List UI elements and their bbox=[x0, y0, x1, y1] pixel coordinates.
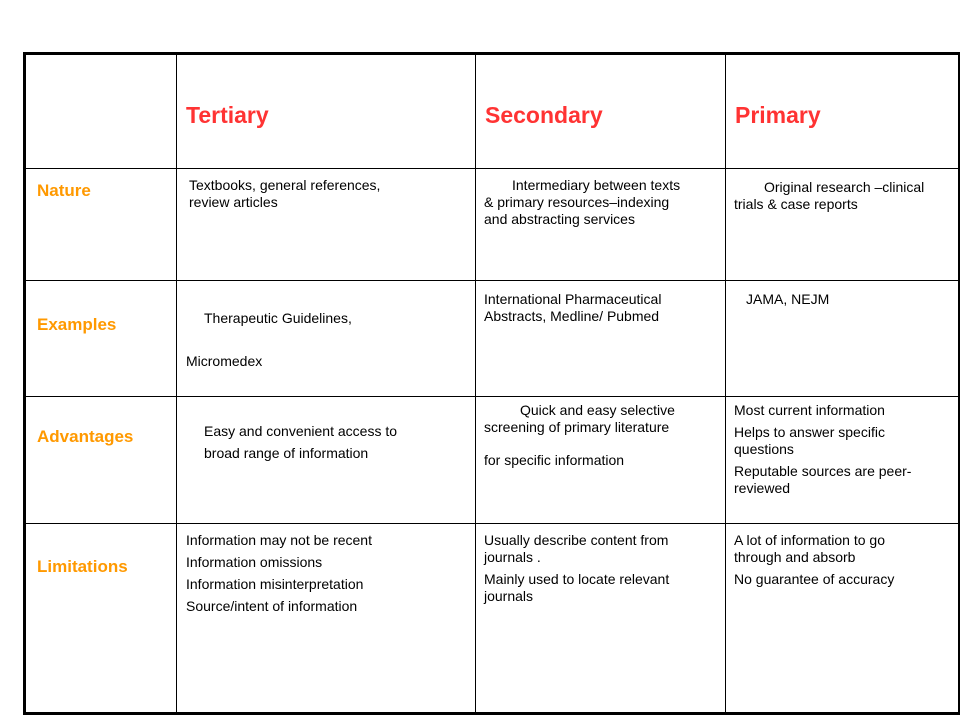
header-row bbox=[25, 54, 960, 169]
cell-line: for specific information bbox=[484, 452, 625, 468]
column-header-tertiary: Tertiary bbox=[177, 54, 476, 169]
cell-line: Original research –clinical bbox=[764, 179, 925, 195]
cell-line: journals bbox=[484, 588, 534, 604]
cell-limitations-primary bbox=[726, 524, 960, 714]
row-header-nature: Nature bbox=[25, 169, 177, 281]
table-row bbox=[25, 524, 960, 714]
cell-line: Mainly used to locate relevant bbox=[484, 571, 670, 587]
cell-examples-primary bbox=[726, 281, 960, 397]
row-header-limitations: Limitations bbox=[25, 524, 177, 714]
row-header-advantages: Advantages bbox=[25, 397, 177, 524]
cell-line: A lot of information to go bbox=[734, 532, 885, 548]
cell-line: Intermediary between texts bbox=[512, 177, 681, 193]
cell-nature-tertiary bbox=[177, 169, 476, 281]
cell-nature-primary bbox=[726, 169, 960, 281]
cell-line: broad range of information bbox=[204, 445, 369, 461]
cell-line: trials & case reports bbox=[734, 196, 858, 212]
cell-line: Therapeutic Guidelines, bbox=[204, 310, 352, 326]
corner-cell bbox=[25, 54, 177, 169]
cell-line: screening of primary literature bbox=[484, 419, 670, 435]
cell-line: Quick and easy selective bbox=[520, 402, 675, 418]
cell-line: Usually describe content from bbox=[484, 532, 669, 548]
cell-line: and abstracting services bbox=[484, 211, 635, 227]
cell-limitations-secondary bbox=[476, 524, 726, 714]
cell-examples-tertiary bbox=[177, 281, 476, 397]
cell-line: reviewed bbox=[734, 480, 791, 496]
cell-line: Textbooks, general references, bbox=[189, 177, 381, 193]
cell-line: Information may not be recent bbox=[186, 532, 372, 548]
cell-line: JAMA, NEJM bbox=[746, 291, 830, 307]
cell-line: questions bbox=[734, 441, 794, 457]
cell-line: Source/intent of information bbox=[186, 598, 358, 614]
cell-nature-secondary bbox=[476, 169, 726, 281]
cell-line: Micromedex bbox=[186, 353, 263, 369]
cell-line: through and absorb bbox=[734, 549, 856, 565]
cell-line: Most current information bbox=[734, 402, 885, 418]
table-row bbox=[25, 281, 960, 397]
cell-line: International Pharmaceutical bbox=[484, 291, 662, 307]
column-header-secondary: Secondary bbox=[476, 54, 726, 169]
cell-line: Abstracts, Medline/ Pubmed bbox=[484, 308, 660, 324]
cell-line: Information misinterpretation bbox=[186, 576, 364, 592]
cell-advantages-primary bbox=[726, 397, 960, 524]
cell-line: journals . bbox=[484, 549, 541, 565]
cell-advantages-secondary bbox=[476, 397, 726, 524]
cell-limitations-tertiary bbox=[177, 524, 476, 714]
comparison-table bbox=[23, 52, 960, 715]
column-header-primary: Primary bbox=[726, 54, 960, 169]
cell-examples-secondary bbox=[476, 281, 726, 397]
row-header-examples: Examples bbox=[25, 281, 177, 397]
cell-line: Information omissions bbox=[186, 554, 323, 570]
cell-line: Helps to answer specific bbox=[734, 424, 885, 440]
table-row bbox=[25, 397, 960, 524]
cell-line: Reputable sources are peer- bbox=[734, 463, 912, 479]
cell-advantages-tertiary bbox=[177, 397, 476, 524]
cell-line: No guarantee of accuracy bbox=[734, 571, 895, 587]
table-row bbox=[25, 169, 960, 281]
cell-line: & primary resources–indexing bbox=[484, 194, 670, 210]
cell-line: review articles bbox=[189, 194, 278, 210]
cell-line: Easy and convenient access to bbox=[204, 423, 398, 439]
